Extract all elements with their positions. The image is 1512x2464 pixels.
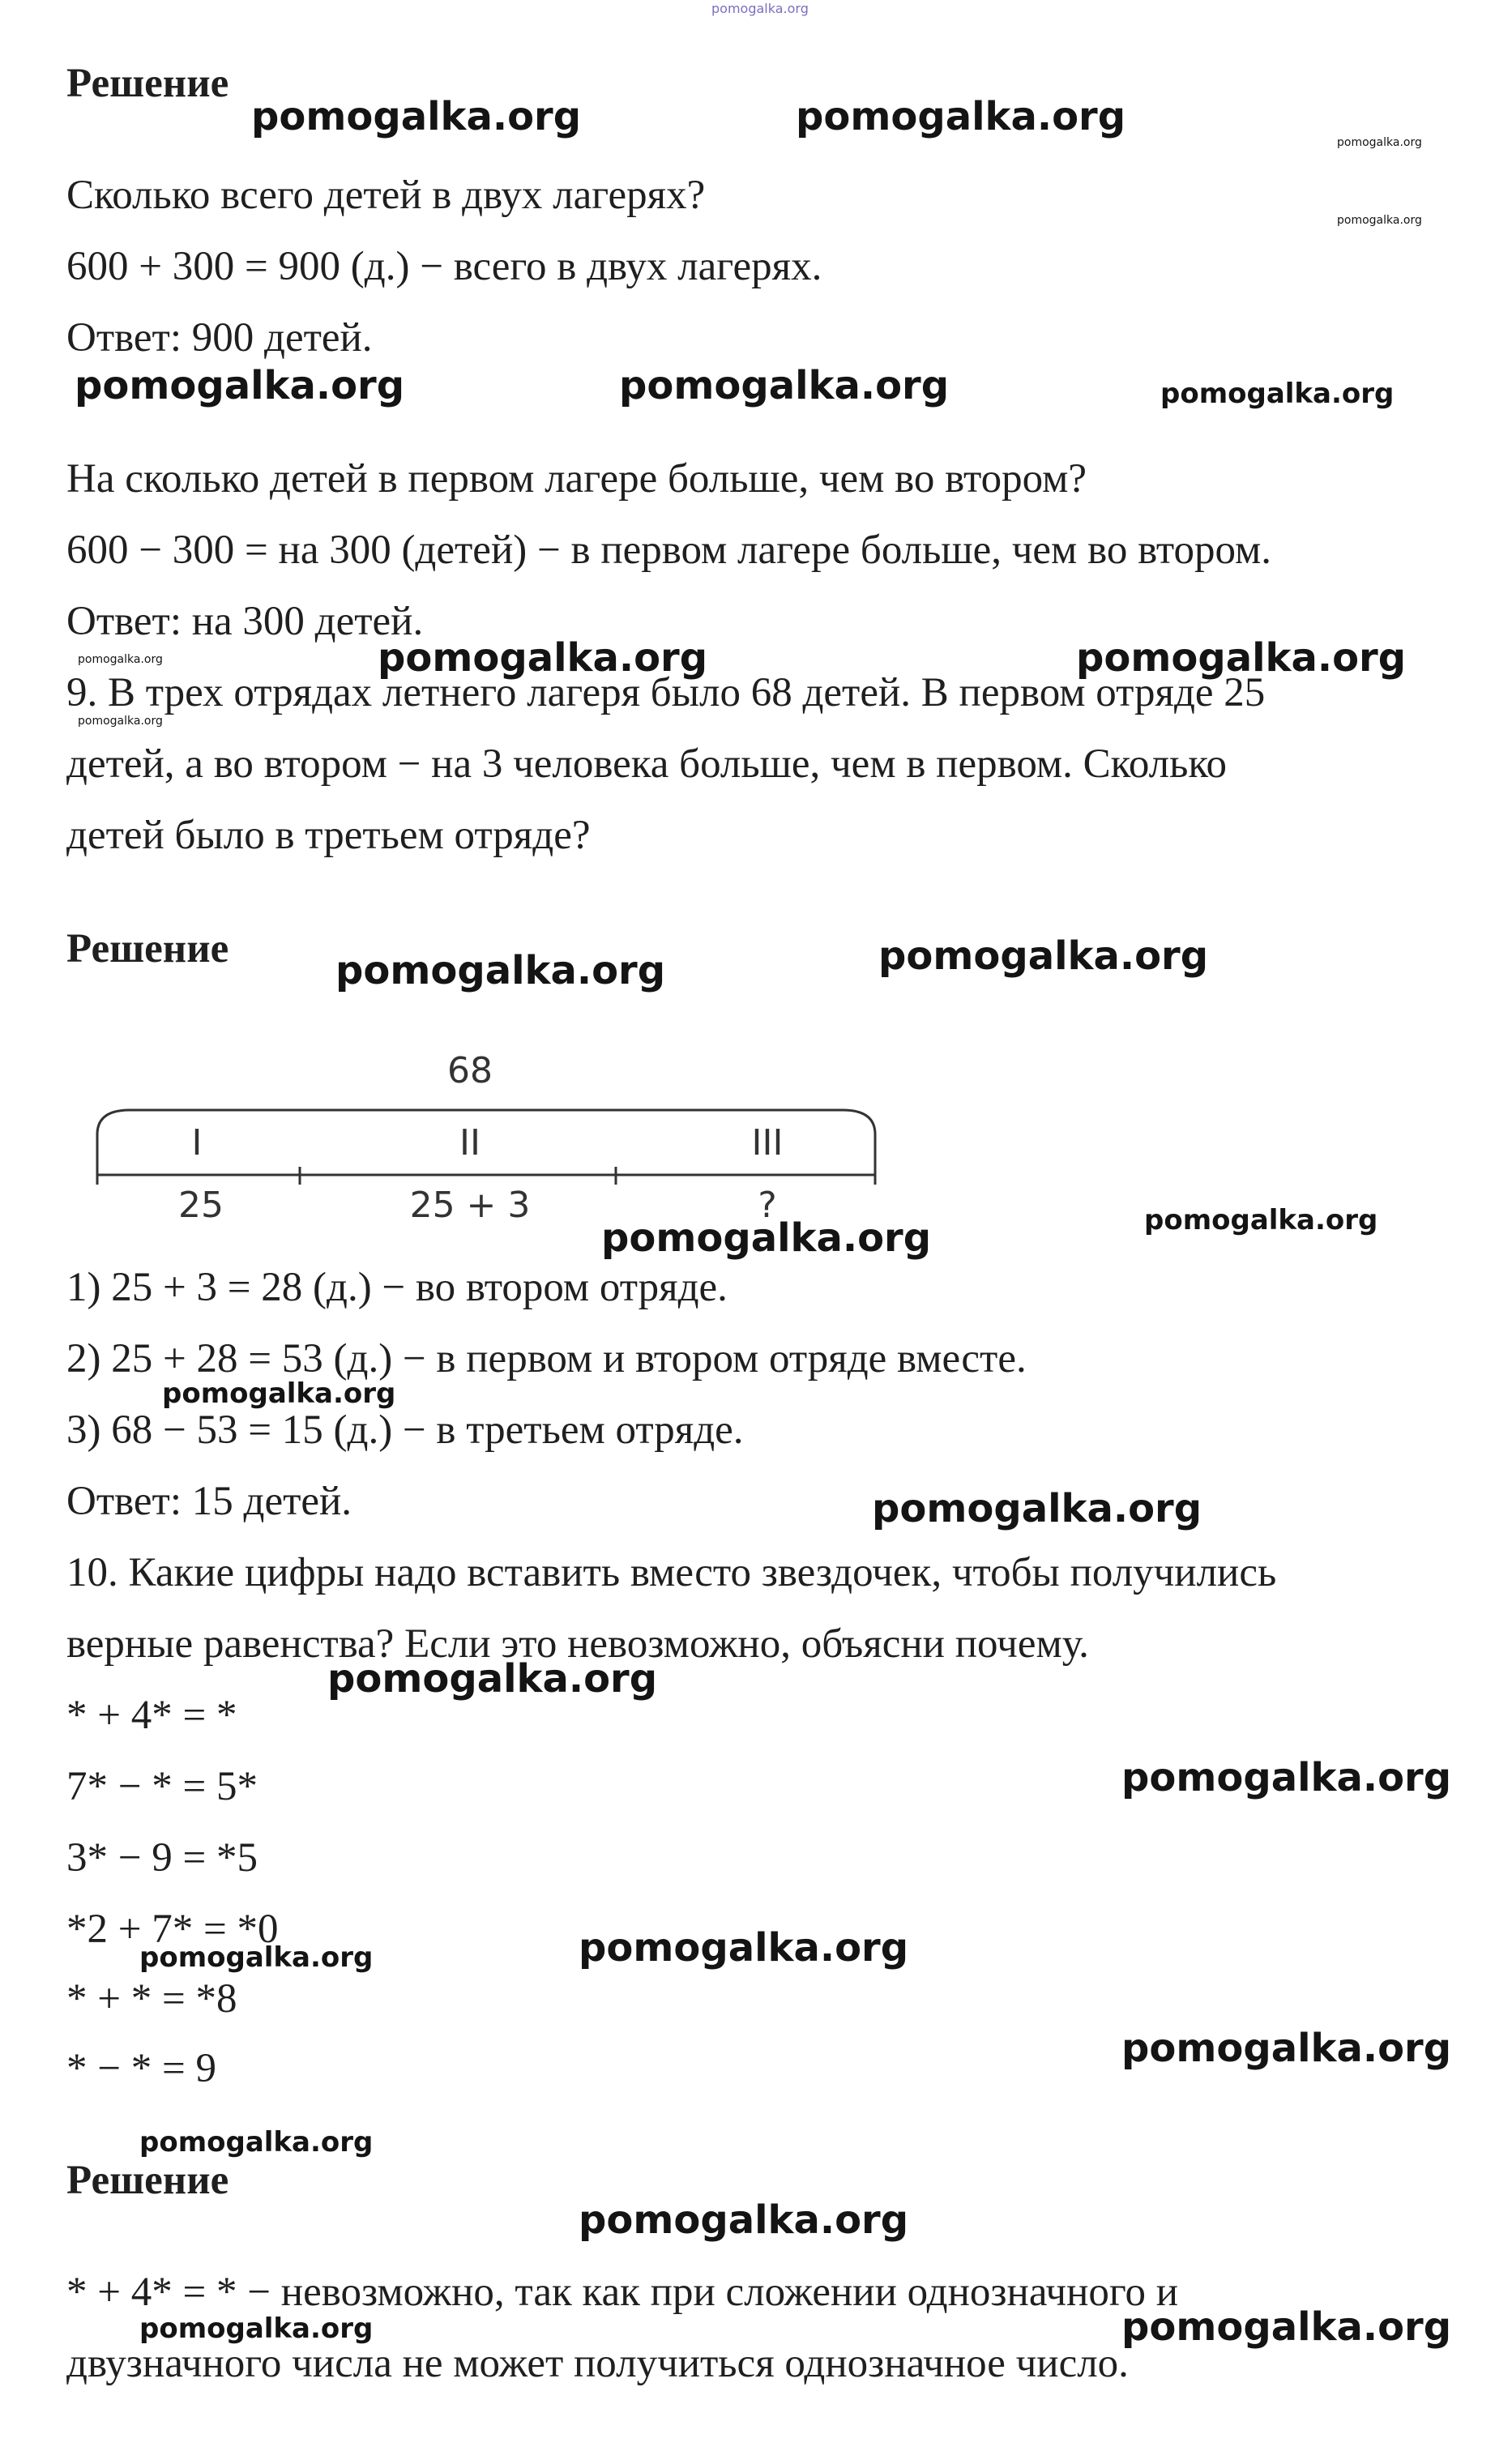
watermark: pomogalka.org (139, 2126, 374, 2159)
task10-solution-line-2: двузначного числа не может получиться однозначное число. (66, 2341, 1129, 2386)
equation-3: 3* − 9 = *5 (66, 1835, 258, 1881)
segment-value-1: 25 (178, 1185, 224, 1226)
answer-total: Ответ: 900 детей. (66, 315, 373, 361)
task9-text-line-3: детей было в третьем отряде? (66, 813, 591, 858)
equation-4: *2 + 7* = *0 (66, 1907, 279, 1952)
question-difference: На сколько детей в первом лагере больше, чем во втором? (66, 456, 1087, 502)
question-total: Сколько всего детей в двух лагерях? (66, 173, 706, 218)
answer-difference: Ответ: на 300 детей. (66, 599, 424, 644)
task9-text-line-1: 9. В трех отрядах летнего лагеря было 68 детей. В первом отряде 25 (66, 670, 1266, 715)
calc-total: 600 + 300 = 900 (д.) − всего в двух лагерях. (66, 244, 822, 289)
watermark: pomogalka.org (1076, 635, 1407, 681)
watermark: pomogalka.org (1337, 136, 1422, 149)
watermark: pomogalka.org (162, 1377, 396, 1410)
task10-text-line-1: 10. Какие цифры надо вставить вместо звездочек, чтобы получились (66, 1550, 1277, 1595)
segment-value-2: 25 + 3 (409, 1185, 531, 1226)
segment-value-3: ? (758, 1185, 777, 1226)
task9-step-3: 3) 68 − 53 = 15 (д.) − в третьем отряде. (66, 1407, 744, 1453)
watermark: pomogalka.org (1337, 214, 1422, 227)
solution-heading-1: Решение (66, 61, 229, 106)
segment-label-2: II (459, 1122, 481, 1164)
watermark: pomogalka.org (378, 635, 708, 681)
watermark: pomogalka.org (1121, 2026, 1452, 2071)
watermark: pomogalka.org (78, 653, 163, 666)
watermark: pomogalka.org (601, 1215, 932, 1261)
equation-5: * + * = *8 (66, 1976, 237, 2022)
equation-6: * − * = 9 (66, 2046, 217, 2091)
diagram-total-label: 68 (447, 1050, 493, 1091)
watermark: pomogalka.org (872, 1486, 1202, 1531)
header-watermark: pomogalka.org (711, 1, 809, 16)
solution-heading-2: Решение (66, 926, 229, 972)
equation-1: * + 4* = * (66, 1693, 237, 1738)
task10-text-line-2: верные равенства? Если это невозможно, объясни почему. (66, 1621, 1089, 1667)
watermark: pomogalka.org (251, 94, 582, 139)
watermark: pomogalka.org (78, 715, 163, 728)
task9-step-1: 1) 25 + 3 = 28 (д.) − во втором отряде. (66, 1265, 728, 1310)
watermark: pomogalka.org (75, 363, 405, 408)
watermark: pomogalka.org (139, 1941, 374, 1974)
watermark: pomogalka.org (878, 933, 1209, 979)
segment-label-3: III (751, 1122, 784, 1164)
watermark: pomogalka.org (139, 2312, 374, 2345)
watermark: pomogalka.org (335, 948, 666, 993)
task10-solution-line-1: * + 4* = * − невозможно, так как при сложении однозначного и (66, 2270, 1179, 2315)
task9-text-line-2: детей, а во втором − на 3 человека больше, чем в первом. Сколько (66, 741, 1228, 787)
watermark: pomogalka.org (619, 363, 950, 408)
watermark: pomogalka.org (579, 2197, 909, 2243)
watermark: pomogalka.org (1121, 2304, 1452, 2350)
watermark: pomogalka.org (796, 94, 1126, 139)
solution-heading-3: Решение (66, 2158, 229, 2203)
task9-answer: Ответ: 15 детей. (66, 1479, 352, 1524)
watermark: pomogalka.org (327, 1656, 658, 1702)
segment-diagram (81, 1029, 908, 1232)
segment-label-1: I (191, 1122, 203, 1164)
watermark: pomogalka.org (1121, 1755, 1452, 1800)
watermark: pomogalka.org (1160, 378, 1395, 410)
calc-difference: 600 − 300 = на 300 (детей) − в первом лагере больше, чем во втором. (66, 527, 1272, 573)
task9-step-2: 2) 25 + 28 = 53 (д.) − в первом и втором отряде вместе. (66, 1336, 1027, 1381)
equation-2: 7* − * = 5* (66, 1764, 258, 1809)
watermark: pomogalka.org (1144, 1204, 1378, 1236)
watermark: pomogalka.org (579, 1925, 909, 1971)
